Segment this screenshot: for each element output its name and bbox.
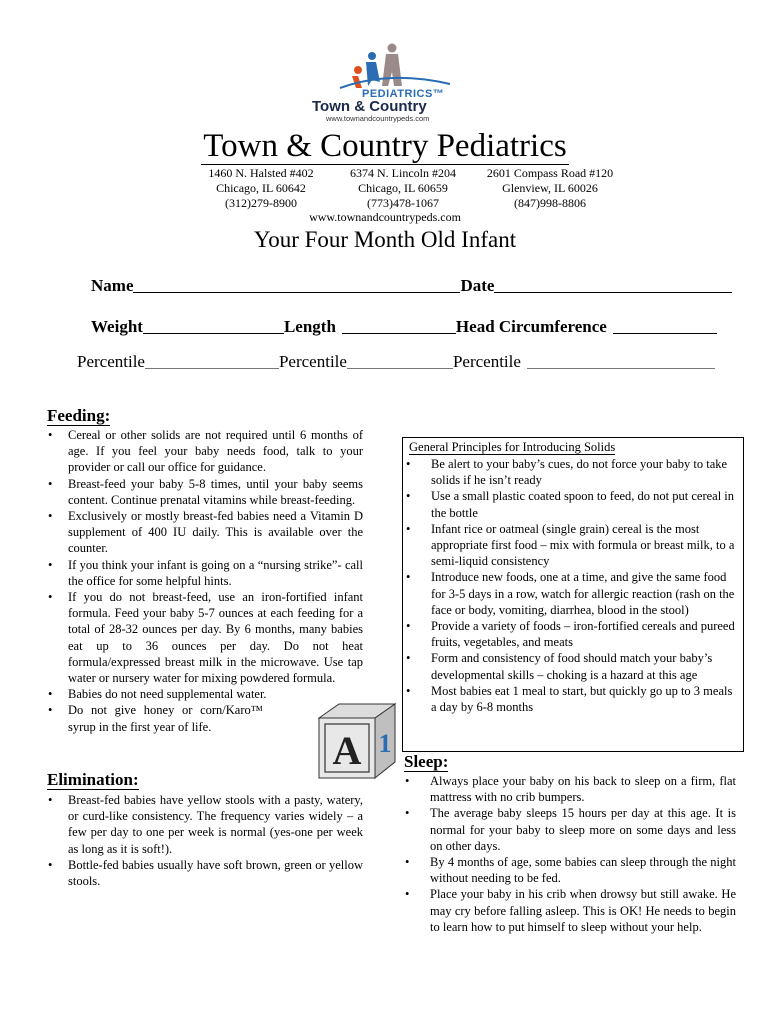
list-item: • Cereal or other solids are not required until 6 months of age. If you feel your baby needs food, talk to your provider or call our office for guidance.: [47, 427, 363, 476]
weight-percentile-field[interactable]: [145, 352, 279, 369]
list-item: • Do not give honey or corn/Karo™ syrup in the first year of life.: [47, 702, 363, 734]
list-item: • Introduce new foods, one at a time, and give the same food for 3-5 days in a row, watch for allergic reaction (rash on the face or body, vomiting, diarrhea, blood in the stool): [405, 569, 737, 618]
head-percentile-label: Percentile: [452, 352, 521, 371]
measurements-row: [91, 317, 717, 337]
logo-url: www.townandcountrypeds.com: [326, 114, 430, 123]
list-item: • Place your baby in his crib when drowsy but still awake. He may cry before falling asleep. This is OK! He needs to begin to learn how to put himself to sleep without your help.: [404, 886, 736, 935]
children-silhouette-icon: [300, 40, 480, 90]
head-circumference-label: Head Circumference: [455, 317, 607, 336]
page-title: Town & Country Pediatrics: [203, 128, 567, 164]
feeding-heading: Feeding:: [47, 406, 111, 425]
elimination-list: [47, 792, 363, 889]
list-item: • Breast-fed babies have yellow stools with a pasty, watery, or curd-like consistency. The frequency varies widely – a few per day to one per week is normal (yes-one per week as long as it is soft!).: [47, 792, 363, 857]
date-field[interactable]: [494, 276, 732, 293]
solids-principles-box: [402, 437, 744, 752]
weight-label: Weight: [91, 317, 143, 336]
length-percentile-label: Percentile: [278, 352, 347, 371]
length-label: Length: [283, 317, 336, 336]
head-circumference-field[interactable]: [613, 317, 717, 334]
list-item: • Form and consistency of food should match your baby’s developmental skills – choking is a hazard at this age: [405, 650, 737, 682]
feeding-list: [47, 427, 363, 735]
sleep-heading: Sleep:: [404, 752, 449, 771]
list-item: • Most babies eat 1 meal to start, but quickly go up to 3 meals a day by 6-8 months: [405, 683, 737, 715]
office-address-glenview: 2601 Compass Road #120 Glenview, IL 60026 (847)998-8806: [486, 166, 614, 210]
percentile-row: [77, 352, 715, 372]
elimination-heading: Elimination:: [47, 770, 139, 789]
office-address-lincoln: 6374 N. Lincoln #204 Chicago, IL 60659 (773)478-1067: [350, 166, 456, 210]
list-item: • Bottle-fed babies usually have soft brown, green or yellow stools.: [47, 857, 363, 889]
page-subtitle: Your Four Month Old Infant: [253, 227, 517, 252]
weight-percentile-label: Percentile: [77, 352, 145, 371]
alphabet-block-icon: [313, 700, 397, 780]
list-item: • Infant rice or oatmeal (single grain) cereal is the most appropriate first food – mix with formula or breast milk, to a semi-liquid consistency: [405, 521, 737, 570]
website-link[interactable]: www.townandcountrypeds.com: [309, 210, 461, 224]
practice-logo: [300, 40, 480, 126]
list-item: • Exclusively or mostly breast-fed babies need a Vitamin D supplement of 400 IU daily. This is available over the counter.: [47, 508, 363, 557]
block-letter: A: [332, 728, 362, 773]
principles-title: General Principles for Introducing Solids: [409, 440, 616, 454]
length-field[interactable]: [342, 317, 456, 334]
list-item: • Babies do not need supplemental water.: [47, 686, 363, 702]
name-label: Name: [91, 276, 134, 295]
list-item: • Be alert to your baby’s cues, do not force your baby to take solids if he isn’t ready: [405, 456, 737, 488]
list-item: • Always place your baby on his back to sleep on a firm, flat mattress with no crib bumpers.: [404, 773, 736, 805]
list-item: • The average baby sleeps 15 hours per day at this age. It is normal for your baby to sleep more on some days and less on other days.: [404, 805, 736, 854]
head-percentile-field[interactable]: [527, 352, 715, 369]
list-item: • If you think your infant is going on a “nursing strike”- call the office for some helpful hints.: [47, 557, 363, 589]
office-address-halsted: 1460 N. Halsted #402 Chicago, IL 60642 (312)279-8900: [208, 166, 314, 210]
sleep-list: [404, 773, 736, 935]
name-date-row: [91, 276, 732, 296]
list-item: • By 4 months of age, some babies can sleep through the night without needing to be fed.: [404, 854, 736, 886]
list-item: • Use a small plastic coated spoon to feed, do not put cereal in the bottle: [405, 488, 737, 520]
principles-list: [405, 456, 737, 715]
logo-brand-main: Town & Country: [312, 98, 427, 115]
name-field[interactable]: [133, 276, 460, 293]
logo-brand-top: PEDIATRICS™: [362, 88, 445, 100]
weight-field[interactable]: [143, 317, 284, 334]
list-item: • Breast-feed your baby 5-8 times, until your baby seems content. Continue prenatal vitamins while breast-feeding.: [47, 476, 363, 508]
block-number: 1: [378, 729, 392, 758]
length-percentile-field[interactable]: [347, 352, 453, 369]
date-label: Date: [460, 276, 495, 295]
list-item: • Provide a variety of foods – iron-fortified cereals and pureed fruits, vegetables, and meats: [405, 618, 737, 650]
list-item: • If you do not breast-feed, use an iron-fortified infant formula. Feed your baby 5-7 ounces at each feeding for a total of 28-32 ounces per day. By 6 months, many babies eat up to 36 ounces per day. Do not heat formula/expressed breast milk in the microwave. Use tap water or nursery water for mixing powdered formula.: [47, 589, 363, 686]
